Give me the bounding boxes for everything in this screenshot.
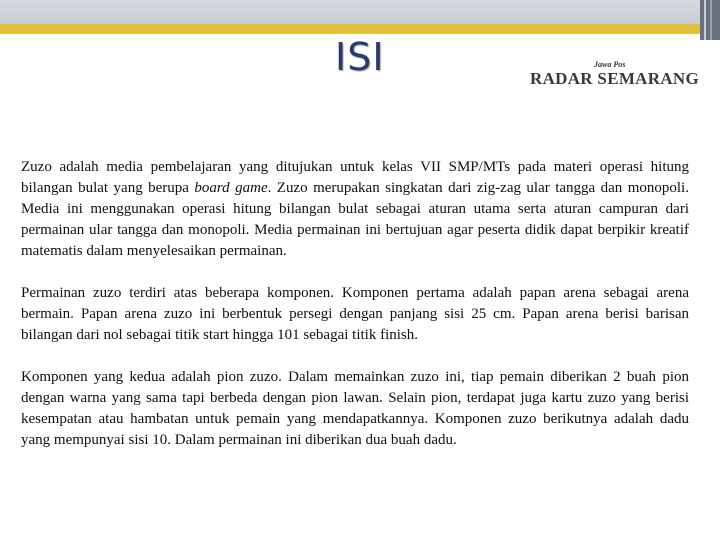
slide-title: ISI bbox=[335, 35, 385, 79]
logo-main-text: RADAR SEMARANG bbox=[530, 69, 700, 88]
header-corner-decoration bbox=[700, 0, 720, 40]
radar-semarang-logo bbox=[530, 60, 700, 94]
paragraph-intro-emphasis: board game bbox=[194, 180, 268, 196]
content-body bbox=[21, 157, 689, 451]
header-decoration-bar bbox=[0, 0, 700, 24]
paragraph-intro-before: Zuzo adalah media pembelajaran yang ditujukan untuk kelas VII SMP/MTs pada materi operasi hitung bilangan bulat yang berupa bbox=[21, 159, 689, 196]
paragraph-components: Komponen yang kedua adalah pion zuzo. Dalam memainkan zuzo ini, tiap pemain diberikan 2 buah pion dengan warna yang sama tapi berbeda dengan pion lawan. Selain pion, terdapat juga kartu zuzo yang berisi kesempatan atau hambatan untuk pemain yang mendapatkannya. Komponen zuzo berikutnya adalah dadu yang mempunyai sisi 10. Dalam permainan ini diberikan dua buah dadu. bbox=[21, 369, 689, 448]
paragraph-board: Permainan zuzo terdiri atas beberapa komponen. Komponen pertama adalah papan arena sebagai arena bermain. Papan arena zuzo ini berbentuk persegi dengan panjang sisi 25 cm. Papan arena berisi barisan bilangan dari nol sebagai titik start hingga 101 sebagai titik finish. bbox=[21, 285, 689, 343]
paragraph-intro-after: . Zuzo merupakan singkatan dari zig-zag ular tangga dan monopoli. Media ini menggunakan operasi hitung bilangan bulat sebagai aturan utama serta aturan campuran dari permainan ular tangga dan monopoli. Media permainan ini bertujuan agar peserta didik dapat berpikir kreatif matematis dalam menyelesaikan permainan. bbox=[21, 180, 689, 259]
paragraph-intro bbox=[21, 157, 689, 262]
logo-small-text: Jawa Pos bbox=[594, 60, 626, 69]
header-accent-bar bbox=[0, 24, 700, 34]
